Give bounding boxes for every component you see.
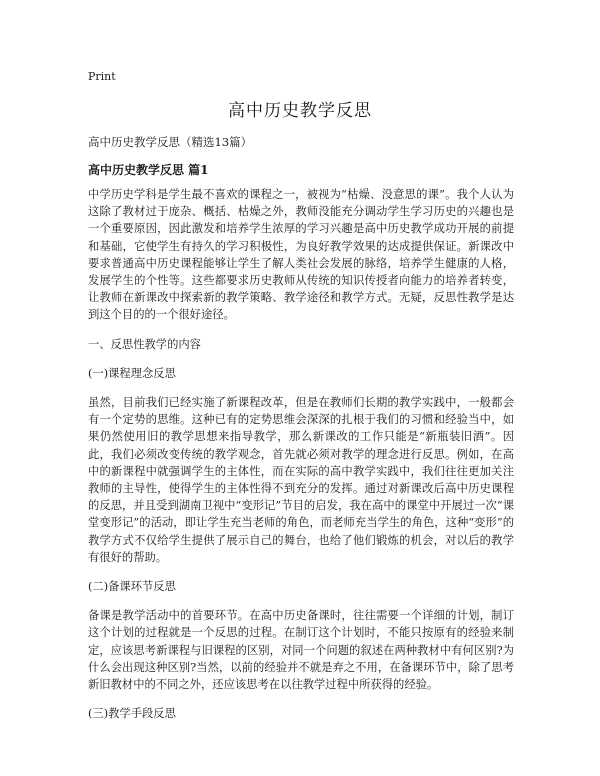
curriculum-paragraph: 虽然，目前我们已经实施了新课程改革，但是在教师们长期的教学实践中，一般都会有一个定势的思维。这种已有的定势思维会深深的扎根于我们的习惯和经验当中，如果仍然使用旧的教学思想来指导教学，那么新课改的工作只能是“新瓶装旧酒”。因此，我们必须改变传统的教学观念，首先就必须对教学的理念进行反思。例如，在高中的新课程中就强调学生的主体性，而在实际的高中教学实践中，我们往往更加关注教师的主导性，使得学生的主体性得不到充分的发挥。通过对新课改后高中历史课程的反思，并且受到湖南卫视中“变形记”节目的启发，我在高中的课堂中开展过一次“课堂变形记”的活动，即让学生充当老师的角色，而老师充当学生的角色，这种“变形”的教学方式不仅给学生提供了展示自己的舞台，也给了他们锻炼的机会，对以后的教学有很好的帮助。 (88, 396, 514, 564)
section-heading: 高中历史教学反思 篇1 (88, 163, 209, 177)
content-heading: 一、反思性教学的内容 (88, 337, 201, 351)
document-subtitle: 高中历史教学反思（精选13篇） (88, 135, 253, 149)
intro-paragraph: 中学历史学科是学生最不喜欢的课程之一，被视为“枯燥、没意思的课”。我个人认为这除了教材过于庞杂、概括、枯燥之外，教师没能充分调动学生学习历史的兴趣也是一个重要原因，因此激发和培养学生浓厚的学习兴趣是高中历史教学成功开展的前提和基础，它使学生有持久的学习积极性，为良好教学效果的达成提供保证。新课改中要求普通高中历史课程能够让学生了解人类社会发展的脉络，培养学生健康的人格，发展学生的个性等。这些都要求历史教师从传统的知识传授者向能力的培养者转变，让教师在新课改中探索新的教学策略、教学途径和教学方式。无疑，反思性教学是达到这个目的的一个很好途径。 (88, 188, 514, 322)
lesson-prep-paragraph: 备课是教学活动中的首要环节。在高中历史备课时，往往需要一个详细的计划，制订这个计划的过程就是一个反思的过程。在制订这个计划时，不能只按原有的经验来制定，应该思考新课程与旧课程的区别，对同一个问题的叙述在两种教材中有何区别?为什么会出现这种区别?当然，以前的经验并不就是弃之不用，在备课环节中，除了思考新旧教材中的不同之外，还应该思考在以往教学过程中所获得的经验。 (88, 609, 514, 692)
subsection-heading-2: (二)备课环节反思 (88, 580, 176, 594)
subsection-heading-1: (一)课程理念反思 (88, 366, 176, 380)
page-title: 高中历史教学反思 (228, 101, 372, 121)
print-link[interactable]: Print (88, 70, 116, 83)
subsection-heading-3: (三)教学手段反思 (88, 707, 176, 721)
article-body (88, 186, 514, 734)
